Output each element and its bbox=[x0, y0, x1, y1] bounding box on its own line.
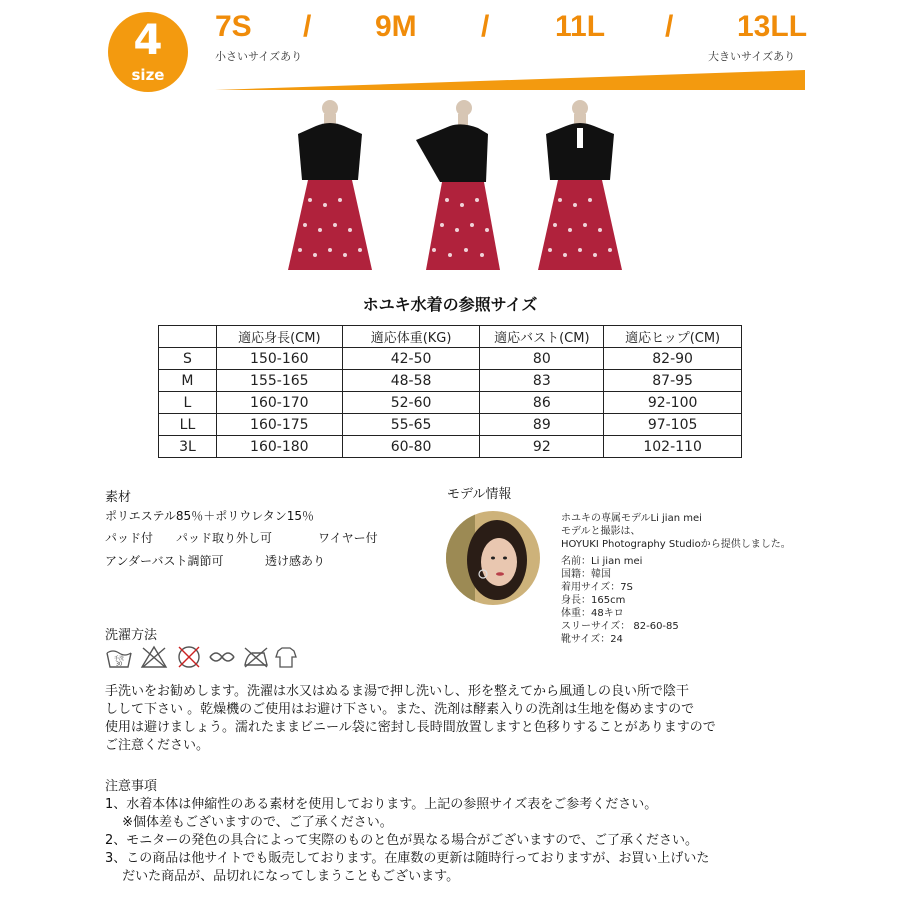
table-cell: 92 bbox=[480, 436, 604, 458]
size-count-badge bbox=[108, 12, 188, 92]
table-cell: LL bbox=[159, 414, 217, 436]
model-detail-height: 身長：165cm bbox=[561, 595, 626, 606]
notes-title: 注意事項 bbox=[105, 779, 158, 794]
size-table bbox=[158, 325, 742, 458]
hand-wash-icon bbox=[105, 645, 133, 669]
model-detail-name: 名前：Li jian mei bbox=[561, 556, 643, 567]
no-tumble-dry-icon bbox=[175, 645, 203, 669]
table-cell: 52-60 bbox=[342, 392, 480, 414]
model-intro-3: HOYUKI Photography Studioから提供しました。 bbox=[561, 539, 791, 550]
table-cell: 3L bbox=[159, 436, 217, 458]
size-13ll: 13LL bbox=[737, 10, 808, 43]
small-size-note: 小さいサイズあり bbox=[215, 50, 303, 63]
size-separator: / bbox=[303, 10, 312, 43]
model-detail-measurements: スリーサイズ： 82-60-85 bbox=[561, 621, 679, 632]
table-cell: 89 bbox=[480, 414, 604, 436]
table-cell: 150-160 bbox=[216, 348, 342, 370]
table-cell: 160-170 bbox=[216, 392, 342, 414]
model-detail-nationality: 国籍：韓国 bbox=[561, 569, 611, 580]
material-title: 素材 bbox=[105, 490, 132, 505]
note-line: 2、モニターの発色の具合によって実際のものと色が異なる場合がございますので、ご了承ください。 bbox=[105, 833, 699, 848]
table-cell: 155-165 bbox=[216, 370, 342, 392]
table-cell: 92-100 bbox=[604, 392, 742, 414]
feature-pad: パッド付 bbox=[105, 531, 154, 545]
size-table-title: ホユキ水着の参照サイズ bbox=[362, 295, 538, 314]
model-intro-1: ホユキの専属モデルLi jian mei bbox=[561, 513, 702, 524]
table-cell: M bbox=[159, 370, 217, 392]
size-11l: 11L bbox=[555, 10, 606, 43]
size-7s: 7S bbox=[215, 10, 252, 43]
washing-line: ご注意ください。 bbox=[105, 738, 210, 753]
washing-line: 使用は避けましょう。濡れたままビニール袋に密封し長時間放置しますと色移りすることがありますので bbox=[105, 720, 716, 735]
table-cell: S bbox=[159, 348, 217, 370]
table-cell: 160-180 bbox=[216, 436, 342, 458]
note-line: だいた商品が、品切れになってしまうこともございます。 bbox=[105, 869, 460, 884]
size-word: size bbox=[131, 66, 165, 84]
header-accent-line bbox=[215, 70, 805, 90]
size-separator: / bbox=[481, 10, 490, 43]
table-cell: L bbox=[159, 392, 217, 414]
svg-text:手洗: 手洗 bbox=[113, 656, 125, 662]
feature-sheer: 透け感あり bbox=[265, 554, 326, 568]
table-row bbox=[159, 348, 742, 370]
table-row bbox=[159, 370, 742, 392]
note-line: ※個体差もございますので、ご了承ください。 bbox=[105, 815, 393, 830]
line-dry-icon bbox=[272, 645, 300, 669]
size-list bbox=[215, 10, 808, 50]
size-separator: / bbox=[665, 10, 674, 43]
table-header-cell: 適応ヒップ(CM) bbox=[604, 326, 742, 348]
table-cell: 160-175 bbox=[216, 414, 342, 436]
model-avatar bbox=[445, 510, 541, 606]
size-9m: 9M bbox=[375, 10, 417, 43]
washing-text bbox=[105, 683, 805, 755]
note-line: 3、この商品は他サイトでも販売しております。在庫数の更新は随時行っておりますが、お買い上げいた bbox=[105, 851, 710, 866]
model-detail-weight: 体重：48キロ bbox=[561, 608, 624, 619]
feature-wire: ワイヤー付 bbox=[318, 531, 378, 545]
table-row bbox=[159, 392, 742, 414]
svg-text:30: 30 bbox=[115, 661, 123, 668]
table-cell: 87-95 bbox=[604, 370, 742, 392]
dress-back-photo bbox=[530, 100, 630, 280]
no-bleach-icon bbox=[140, 645, 168, 669]
table-cell: 83 bbox=[480, 370, 604, 392]
table-cell: 80 bbox=[480, 348, 604, 370]
feature-removable-pad: パッド取り外し可 bbox=[176, 531, 273, 545]
table-cell: 55-65 bbox=[342, 414, 480, 436]
note-line: 1、水着本体は伸縮性のある素材を使用しております。上記の参照サイズ表をご参考ください。 bbox=[105, 797, 658, 812]
model-intro-2: モデルと撮影は、 bbox=[561, 526, 641, 537]
no-iron-icon bbox=[242, 645, 270, 669]
table-cell: 60-80 bbox=[342, 436, 480, 458]
washing-line: 手洗いをお勧めします。洗濯は水又はぬるま湯で押し洗いし、形を整えてから風通しの良い所で陰干 bbox=[105, 684, 689, 699]
feature-underbust-adjust: アンダーバスト調節可 bbox=[105, 554, 224, 568]
table-row bbox=[159, 436, 742, 458]
large-size-note: 大きいサイズあり bbox=[708, 50, 796, 63]
model-info-title: モデル情報 bbox=[447, 487, 512, 502]
dress-side-photo bbox=[412, 100, 512, 280]
table-header-cell bbox=[159, 326, 217, 348]
table-header-cell: 適応体重(KG) bbox=[342, 326, 480, 348]
washing-line: しして下さい 。乾燥機のご使用はお避け下さい。また、洗剤は酵素入りの洗剤は生地を傷めますので bbox=[105, 702, 695, 717]
table-row bbox=[159, 414, 742, 436]
table-cell: 42-50 bbox=[342, 348, 480, 370]
notes-text bbox=[105, 796, 805, 886]
table-cell: 86 bbox=[480, 392, 604, 414]
model-detail-size: 着用サイズ：7S bbox=[561, 582, 633, 593]
table-cell: 82-90 bbox=[604, 348, 742, 370]
model-detail-shoe-size: 靴サイズ：24 bbox=[561, 634, 623, 645]
washing-title: 洗濯方法 bbox=[105, 628, 158, 643]
dress-front-photo bbox=[280, 100, 380, 280]
size-count: 4 bbox=[133, 15, 163, 64]
gentle-wring-icon bbox=[208, 645, 236, 669]
table-cell: 97-105 bbox=[604, 414, 742, 436]
table-cell: 102-110 bbox=[604, 436, 742, 458]
table-header-cell: 適応バスト(CM) bbox=[480, 326, 604, 348]
material-composition: ポリエステル85％＋ポリウレタン15％ bbox=[105, 509, 314, 523]
table-cell: 48-58 bbox=[342, 370, 480, 392]
table-header-cell: 適応身長(CM) bbox=[216, 326, 342, 348]
table-header-row bbox=[159, 326, 742, 348]
